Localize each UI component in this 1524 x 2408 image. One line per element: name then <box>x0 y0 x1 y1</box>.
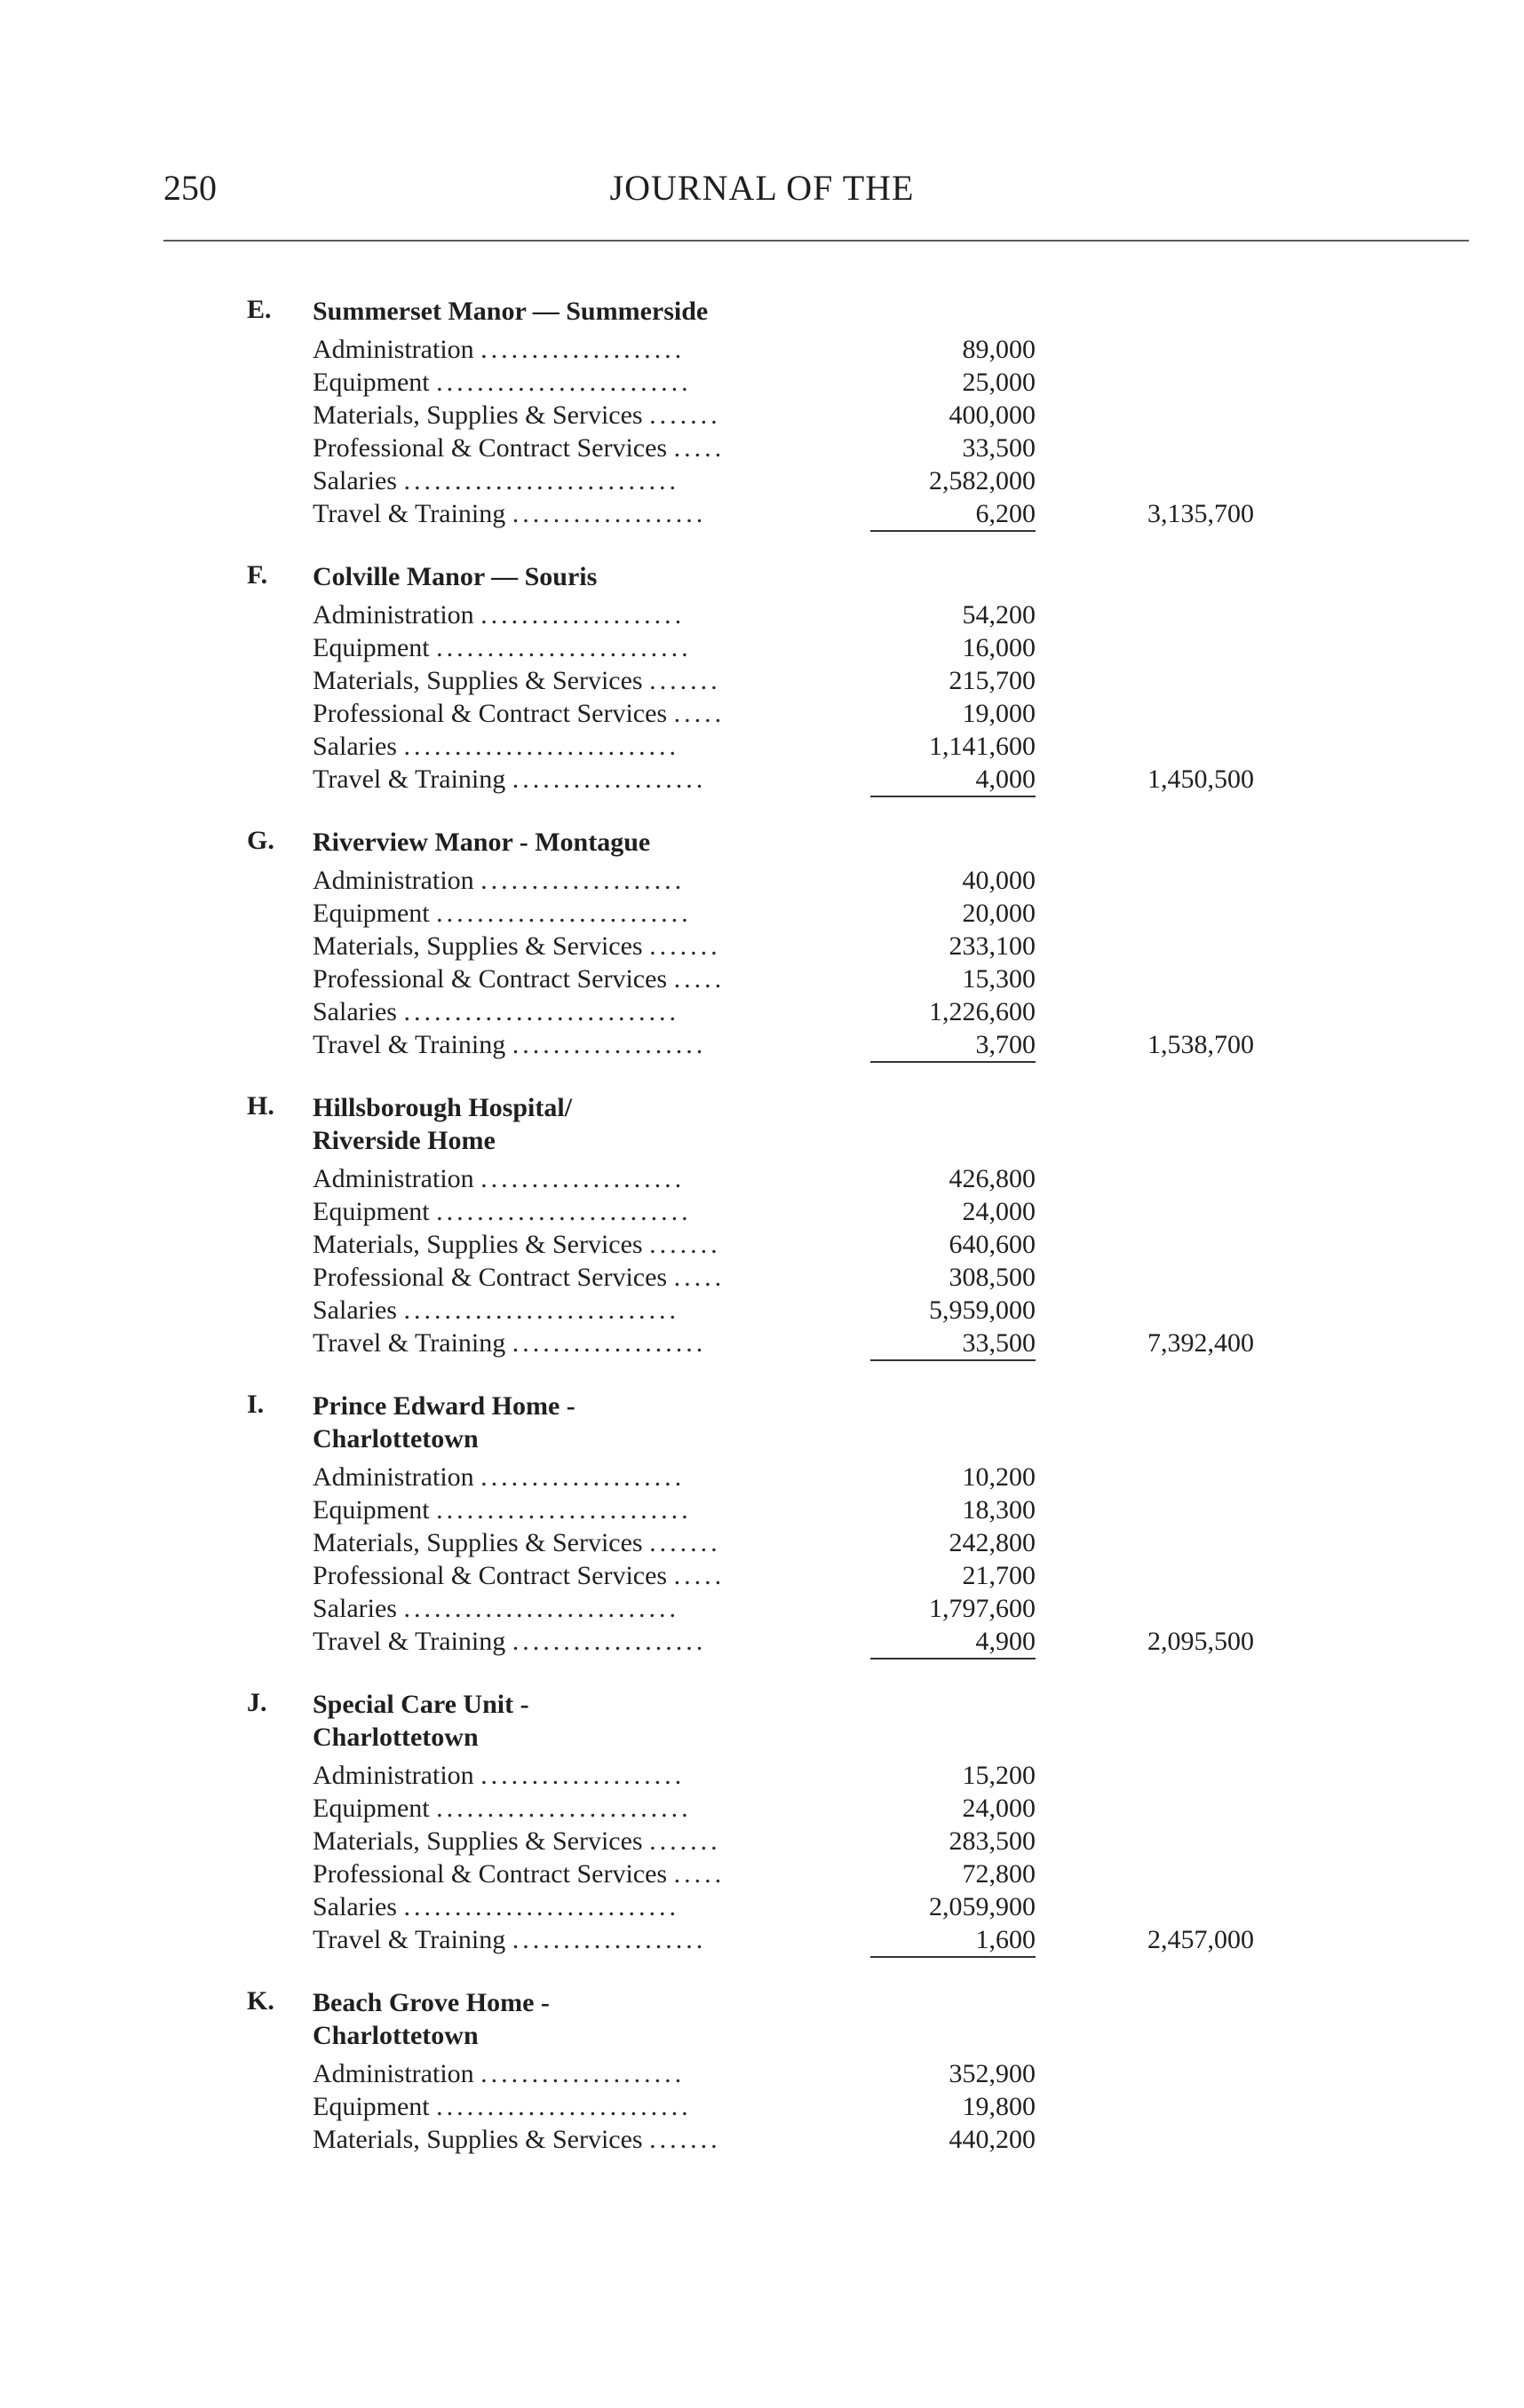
section-title <box>313 1390 845 1455</box>
leader-dots: ......................... <box>436 899 692 928</box>
line-item-name: Materials, Supplies & Services <box>313 2125 643 2154</box>
section-title-line: Charlottetown <box>313 1424 479 1454</box>
section-heading <box>0 1986 1524 2052</box>
line-items <box>0 1462 1524 1659</box>
section-title-line: Beach Grove Home - <box>313 1988 550 2017</box>
line-item <box>0 764 1524 797</box>
line-item <box>0 1462 1524 1495</box>
line-item-label <box>313 866 819 896</box>
line-item <box>0 499 1524 532</box>
line-item-name: Materials, Supplies & Services <box>313 931 643 961</box>
line-item-name: Salaries <box>313 1295 397 1325</box>
line-item-label <box>313 1528 819 1558</box>
leader-dots: .................... <box>480 1164 686 1193</box>
line-item <box>0 666 1524 699</box>
line-item-label <box>313 400 819 431</box>
line-item-name: Professional & Contract Services <box>313 1263 668 1292</box>
line-item <box>0 931 1524 964</box>
line-item <box>0 2092 1524 2125</box>
line-item-label <box>313 666 819 696</box>
line-item-amount: 4,900 <box>870 1627 1036 1659</box>
line-item <box>0 997 1524 1030</box>
section-letter: G. <box>247 826 274 855</box>
line-item-name: Materials, Supplies & Services <box>313 1528 643 1557</box>
leader-dots: .................... <box>480 335 686 364</box>
line-item-amount: 33,500 <box>870 1328 1036 1361</box>
line-item-label <box>313 1164 819 1194</box>
leader-dots: ................... <box>512 1925 707 1954</box>
leader-dots: .................... <box>480 1761 686 1790</box>
line-item-amount: 1,797,600 <box>929 1594 1036 1623</box>
line-item-label <box>313 1030 819 1060</box>
line-item-amount: 40,000 <box>962 866 1036 895</box>
line-item-amount: 400,000 <box>949 400 1036 430</box>
line-item-name: Equipment <box>313 368 430 397</box>
line-item-label <box>313 368 819 398</box>
section-title <box>313 295 845 328</box>
line-item-amount: 10,200 <box>962 1462 1036 1492</box>
leader-dots: ....... <box>649 400 721 430</box>
line-item-amount: 1,226,600 <box>929 997 1036 1026</box>
line-item-name: Salaries <box>313 1594 397 1623</box>
line-item-name: Salaries <box>313 1892 397 1921</box>
line-item-name: Administration <box>313 335 474 364</box>
line-item-name: Professional & Contract Services <box>313 699 668 728</box>
line-item <box>0 600 1524 633</box>
line-item <box>0 433 1524 466</box>
section-title-line: Charlottetown <box>313 1723 479 1752</box>
running-title: JOURNAL OF THE <box>609 168 915 208</box>
line-item-amount: 5,959,000 <box>929 1295 1036 1325</box>
budget-section <box>0 560 1524 797</box>
leader-dots: ................... <box>512 499 707 528</box>
line-item <box>0 466 1524 499</box>
line-item <box>0 1826 1524 1859</box>
leader-dots: ....... <box>649 666 721 695</box>
line-item <box>0 1561 1524 1594</box>
leader-dots: ......................... <box>436 633 692 662</box>
section-total: 2,457,000 <box>1147 1925 1254 1954</box>
header-rule <box>163 240 1469 242</box>
line-item-label <box>313 1761 819 1791</box>
line-item-name: Travel & Training <box>313 764 506 794</box>
leader-dots: ......................... <box>436 368 692 397</box>
section-letter: J. <box>247 1688 267 1717</box>
line-item-amount: 308,500 <box>949 1263 1036 1292</box>
section-title <box>313 1688 845 1754</box>
line-item-label <box>313 1230 819 1260</box>
leader-dots: ....... <box>649 931 721 961</box>
line-item-label <box>313 1197 819 1227</box>
line-items <box>0 335 1524 532</box>
line-item-name: Materials, Supplies & Services <box>313 1826 643 1856</box>
line-item <box>0 1263 1524 1295</box>
leader-dots: ........................... <box>403 997 679 1026</box>
line-item-label <box>313 1295 819 1326</box>
line-item-label <box>313 1794 819 1824</box>
line-item-amount: 1,141,600 <box>929 732 1036 761</box>
line-item-amount: 426,800 <box>949 1164 1036 1193</box>
line-item-amount: 15,200 <box>962 1761 1036 1790</box>
line-item-label <box>313 2125 819 2155</box>
leader-dots: ................... <box>512 1627 707 1656</box>
estimates-list <box>0 295 1524 2186</box>
line-item <box>0 1892 1524 1925</box>
line-item <box>0 732 1524 764</box>
section-heading <box>0 1688 1524 1754</box>
line-item-label <box>313 633 819 663</box>
leader-dots: ....... <box>649 2125 721 2154</box>
line-item <box>0 1627 1524 1659</box>
line-item-label <box>313 1859 819 1889</box>
line-item-amount: 54,200 <box>962 600 1036 630</box>
line-item-name: Salaries <box>313 732 397 761</box>
line-item-name: Administration <box>313 1761 474 1790</box>
section-heading <box>0 295 1524 328</box>
line-item <box>0 1859 1524 1892</box>
leader-dots: ......................... <box>436 1197 692 1226</box>
section-title-line: Charlottetown <box>313 2021 479 2050</box>
line-item-label <box>313 899 819 929</box>
line-item <box>0 1528 1524 1561</box>
leader-dots: ........................... <box>403 732 679 761</box>
line-item <box>0 1328 1524 1361</box>
line-item-label <box>313 1561 819 1591</box>
line-item-label <box>313 1826 819 1857</box>
line-item-label <box>313 931 819 962</box>
line-item-label <box>313 997 819 1027</box>
line-item-amount: 19,800 <box>962 2092 1036 2121</box>
line-item-label <box>313 2092 819 2122</box>
line-item-name: Equipment <box>313 899 430 928</box>
line-item-name: Equipment <box>313 2092 430 2121</box>
line-item-label <box>313 732 819 762</box>
leader-dots: ................... <box>512 764 707 794</box>
line-item-amount: 4,000 <box>870 764 1036 797</box>
line-item-name: Travel & Training <box>313 1627 506 1656</box>
line-item-name: Professional & Contract Services <box>313 1561 668 1590</box>
line-item-amount: 21,700 <box>962 1561 1036 1590</box>
line-item-name: Administration <box>313 1164 474 1193</box>
section-letter: E. <box>247 295 272 324</box>
leader-dots: ......................... <box>436 2092 692 2121</box>
line-item-name: Salaries <box>313 466 397 495</box>
section-title <box>313 1091 845 1157</box>
section-title-line: Riverside Home <box>313 1126 496 1155</box>
section-letter: K. <box>247 1986 274 2016</box>
line-item-name: Travel & Training <box>313 1925 506 1954</box>
line-item-name: Administration <box>313 2059 474 2088</box>
line-items <box>0 866 1524 1063</box>
leader-dots: ........................... <box>403 1594 679 1623</box>
line-item <box>0 335 1524 368</box>
line-item-amount: 1,600 <box>870 1925 1036 1958</box>
section-title-line: Riverview Manor - Montague <box>313 828 651 857</box>
line-item-label <box>313 1594 819 1624</box>
line-item-name: Administration <box>313 600 474 630</box>
leader-dots: ........................... <box>403 1295 679 1325</box>
leader-dots: ..... <box>673 1859 726 1889</box>
leader-dots: ....... <box>649 1528 721 1557</box>
line-item <box>0 1925 1524 1958</box>
line-item-name: Travel & Training <box>313 1328 506 1358</box>
line-item-label <box>313 964 819 994</box>
leader-dots: ....... <box>649 1826 721 1856</box>
line-item-label <box>313 1627 819 1657</box>
line-items <box>0 2059 1524 2158</box>
line-item-name: Professional & Contract Services <box>313 433 668 463</box>
line-item-amount: 89,000 <box>962 335 1036 364</box>
line-item-amount: 283,500 <box>949 1826 1036 1856</box>
section-letter: I. <box>247 1390 265 1419</box>
section-total: 1,538,700 <box>1147 1030 1254 1059</box>
line-item-label <box>313 433 819 463</box>
page-header <box>0 167 1524 220</box>
section-title-line: Colville Manor — Souris <box>313 562 598 591</box>
leader-dots: ................... <box>512 1030 707 1059</box>
line-item <box>0 1495 1524 1528</box>
line-item-label <box>313 1462 819 1493</box>
line-item-amount: 3,700 <box>870 1030 1036 1063</box>
section-heading <box>0 1390 1524 1455</box>
line-item-amount: 19,000 <box>962 699 1036 728</box>
section-heading <box>0 826 1524 859</box>
line-item-amount: 233,100 <box>949 931 1036 961</box>
line-item-amount: 33,500 <box>962 433 1036 463</box>
line-item-amount: 72,800 <box>962 1859 1036 1889</box>
section-letter: H. <box>247 1091 274 1121</box>
section-title-line: Prince Edward Home - <box>313 1391 575 1421</box>
line-items <box>0 1761 1524 1958</box>
section-title-line: Summerset Manor — Summerside <box>313 297 709 326</box>
line-item-amount: 2,059,900 <box>929 1892 1036 1921</box>
leader-dots: .................... <box>480 1462 686 1492</box>
leader-dots: .................... <box>480 2059 686 2088</box>
budget-section <box>0 295 1524 532</box>
line-item-label <box>313 600 819 630</box>
line-item-amount: 25,000 <box>962 368 1036 397</box>
leader-dots: ................... <box>512 1328 707 1358</box>
leader-dots: ........................... <box>403 1892 679 1921</box>
leader-dots: ..... <box>673 964 726 994</box>
line-item-amount: 15,300 <box>962 964 1036 994</box>
line-item-amount: 16,000 <box>962 633 1036 662</box>
section-heading <box>0 1091 1524 1157</box>
leader-dots: ..... <box>673 1561 726 1590</box>
line-item-name: Materials, Supplies & Services <box>313 666 643 695</box>
line-item-label <box>313 1892 819 1922</box>
line-item <box>0 1230 1524 1263</box>
leader-dots: ........................... <box>403 466 679 495</box>
line-item-label <box>313 1495 819 1525</box>
budget-section <box>0 1390 1524 1659</box>
section-heading <box>0 560 1524 593</box>
line-item-name: Equipment <box>313 1197 430 1226</box>
line-item-name: Materials, Supplies & Services <box>313 1230 643 1259</box>
line-item-amount: 2,582,000 <box>929 466 1036 495</box>
line-item <box>0 866 1524 899</box>
line-item-amount: 215,700 <box>949 666 1036 695</box>
line-item-name: Administration <box>313 866 474 895</box>
leader-dots: ......................... <box>436 1495 692 1525</box>
section-total: 2,095,500 <box>1147 1627 1254 1656</box>
line-item-name: Equipment <box>313 633 430 662</box>
line-item-amount: 352,900 <box>949 2059 1036 2088</box>
line-item-label <box>313 1263 819 1293</box>
line-item-label <box>313 335 819 365</box>
line-item-amount: 18,300 <box>962 1495 1036 1525</box>
leader-dots: .................... <box>480 866 686 895</box>
line-item <box>0 633 1524 666</box>
line-item-name: Travel & Training <box>313 499 506 528</box>
line-item-label <box>313 764 819 795</box>
section-total: 1,450,500 <box>1147 764 1254 794</box>
line-item <box>0 899 1524 931</box>
leader-dots: ..... <box>673 433 726 463</box>
line-item-label <box>313 2059 819 2089</box>
section-total: 3,135,700 <box>1147 499 1254 528</box>
line-item <box>0 1761 1524 1794</box>
line-item <box>0 1594 1524 1627</box>
leader-dots: ..... <box>673 699 726 728</box>
line-items <box>0 1164 1524 1361</box>
budget-section <box>0 826 1524 1063</box>
line-item <box>0 2125 1524 2158</box>
leader-dots: ......................... <box>436 1794 692 1823</box>
budget-section <box>0 1986 1524 2158</box>
line-item <box>0 1295 1524 1328</box>
line-item-name: Salaries <box>313 997 397 1026</box>
line-item-amount: 242,800 <box>949 1528 1036 1557</box>
section-title <box>313 1986 845 2052</box>
line-item-label <box>313 466 819 496</box>
line-item-name: Materials, Supplies & Services <box>313 400 643 430</box>
line-item-name: Equipment <box>313 1495 430 1525</box>
line-items <box>0 600 1524 797</box>
leader-dots: ....... <box>649 1230 721 1259</box>
line-item <box>0 1794 1524 1826</box>
line-item-name: Travel & Training <box>313 1030 506 1059</box>
line-item <box>0 1164 1524 1197</box>
line-item-label <box>313 1328 819 1358</box>
section-title-line: Special Care Unit - <box>313 1690 529 1719</box>
line-item <box>0 2059 1524 2092</box>
line-item-name: Professional & Contract Services <box>313 964 668 994</box>
line-item <box>0 400 1524 433</box>
section-title-line: Hillsborough Hospital/ <box>313 1093 573 1122</box>
budget-section <box>0 1688 1524 1958</box>
line-item-amount: 440,200 <box>949 2125 1036 2154</box>
line-item-amount: 24,000 <box>962 1197 1036 1226</box>
line-item-name: Administration <box>313 1462 474 1492</box>
section-letter: F. <box>247 560 268 590</box>
leader-dots: .................... <box>480 600 686 630</box>
page-number: 250 <box>163 168 217 208</box>
line-item-amount: 6,200 <box>870 499 1036 532</box>
line-item <box>0 1197 1524 1230</box>
section-title <box>313 560 845 593</box>
line-item-name: Professional & Contract Services <box>313 1859 668 1889</box>
budget-section <box>0 1091 1524 1361</box>
line-item-label <box>313 499 819 529</box>
line-item-amount: 640,600 <box>949 1230 1036 1259</box>
line-item <box>0 964 1524 997</box>
leader-dots: ..... <box>673 1263 726 1292</box>
line-item-amount: 24,000 <box>962 1794 1036 1823</box>
line-item-amount: 20,000 <box>962 899 1036 928</box>
line-item <box>0 699 1524 732</box>
line-item <box>0 368 1524 400</box>
line-item-label <box>313 1925 819 1955</box>
section-total: 7,392,400 <box>1147 1328 1254 1358</box>
line-item-label <box>313 699 819 729</box>
line-item <box>0 1030 1524 1063</box>
section-title <box>313 826 845 859</box>
line-item-name: Equipment <box>313 1794 430 1823</box>
